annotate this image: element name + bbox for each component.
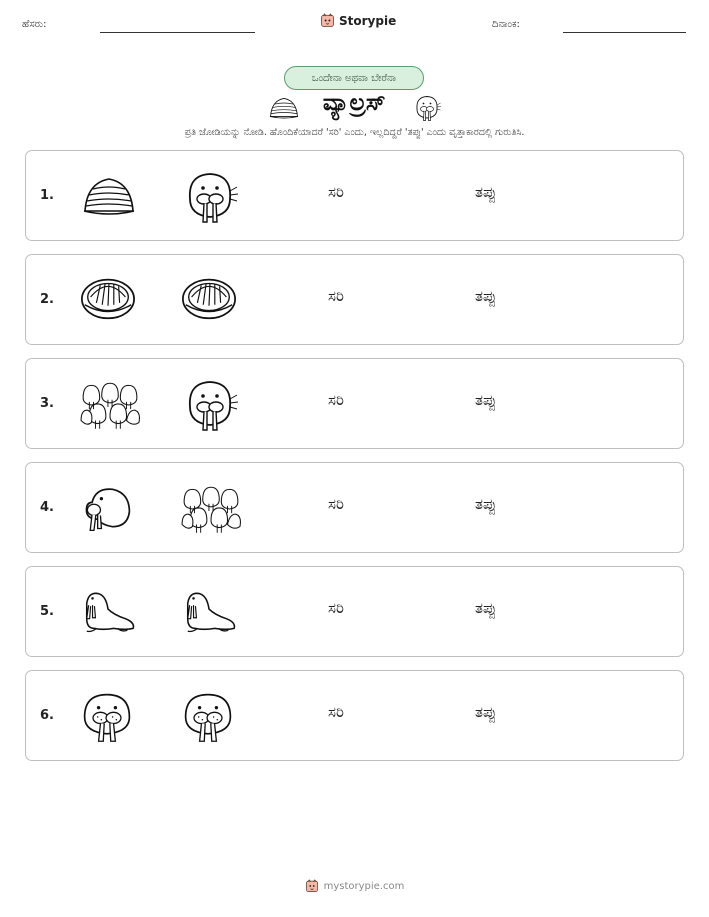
- question-number: 5.: [40, 604, 54, 619]
- true-option[interactable]: ಸರಿ: [328, 287, 344, 305]
- question-row-2: [25, 254, 684, 345]
- false-option[interactable]: ತಪ್ಪು: [475, 183, 497, 201]
- brand-name: Storypie: [339, 13, 397, 28]
- page-title: ವ್ಯಾಲ್ರಸ್: [322, 90, 387, 116]
- walrus-herd-icon: [180, 481, 242, 539]
- clam-shell-icon: [180, 273, 238, 323]
- question-row-4: [25, 462, 684, 553]
- question-number: 4.: [40, 500, 54, 515]
- storypie-logo-icon: [320, 13, 335, 28]
- date-label: ದಿನಾಂಕ:: [492, 19, 520, 30]
- walrus-body-icon: [79, 585, 137, 635]
- walrus-head-icon: [180, 169, 240, 225]
- walrus-head-icon: [180, 377, 240, 433]
- false-option[interactable]: ತಪ್ಪು: [475, 391, 497, 409]
- true-option[interactable]: ಸರಿ: [328, 703, 344, 721]
- walrus-face-icon: [79, 689, 135, 745]
- question-row-1: [25, 150, 684, 241]
- date-field[interactable]: [563, 32, 686, 33]
- true-option[interactable]: ಸರಿ: [328, 391, 344, 409]
- false-option[interactable]: ತಪ್ಪು: [475, 599, 497, 617]
- clam-shell-icon: [79, 273, 137, 323]
- question-number: 3.: [40, 396, 54, 411]
- true-option[interactable]: ಸರಿ: [328, 599, 344, 617]
- brand-logo: [320, 13, 396, 28]
- walrus-face-icon: [180, 689, 236, 745]
- question-number: 2.: [40, 292, 54, 307]
- footer-url[interactable]: mystorypie.com: [323, 880, 405, 892]
- false-option[interactable]: ತಪ್ಪು: [475, 703, 497, 721]
- question-row-6: [25, 670, 684, 761]
- walrus-herd-icon: [79, 377, 141, 435]
- storypie-logo-icon: [305, 879, 319, 893]
- question-number: 6.: [40, 708, 54, 723]
- question-number: 1.: [40, 188, 54, 203]
- worksheet-type-badge: ಒಂದೇನಾ ಅಥವಾ ಬೇರೆನಾ: [284, 66, 424, 90]
- name-field[interactable]: [100, 32, 255, 33]
- walrus-head-icon: [412, 94, 442, 122]
- footer: [0, 879, 709, 893]
- false-option[interactable]: ತಪ್ಪು: [475, 287, 497, 305]
- true-option[interactable]: ಸರಿ: [328, 495, 344, 513]
- false-option[interactable]: ತಪ್ಪು: [475, 495, 497, 513]
- instructions: ಪ್ರತಿ ಜೋಡಿಯನ್ನು ನೋಡಿ. ಹೊಂದಿಕೆಯಾದರೆ 'ಸರಿ' ಎಂದು, ಇಲ್ಲದಿದ್ದರೆ 'ತಪ್ಪು' ಎಂದು ವೃತ್ತಾಕಾರದಲ್ಲಿ ಗುರುತಿಸಿ.: [184, 127, 525, 138]
- question-row-5: [25, 566, 684, 657]
- question-row-3: [25, 358, 684, 449]
- true-option[interactable]: ಸರಿ: [328, 183, 344, 201]
- name-label: ಹೆಸರು:: [22, 19, 47, 30]
- walrus-body-icon: [180, 585, 238, 635]
- rock-stack-icon: [79, 169, 139, 223]
- walrus-profile-icon: [79, 481, 135, 535]
